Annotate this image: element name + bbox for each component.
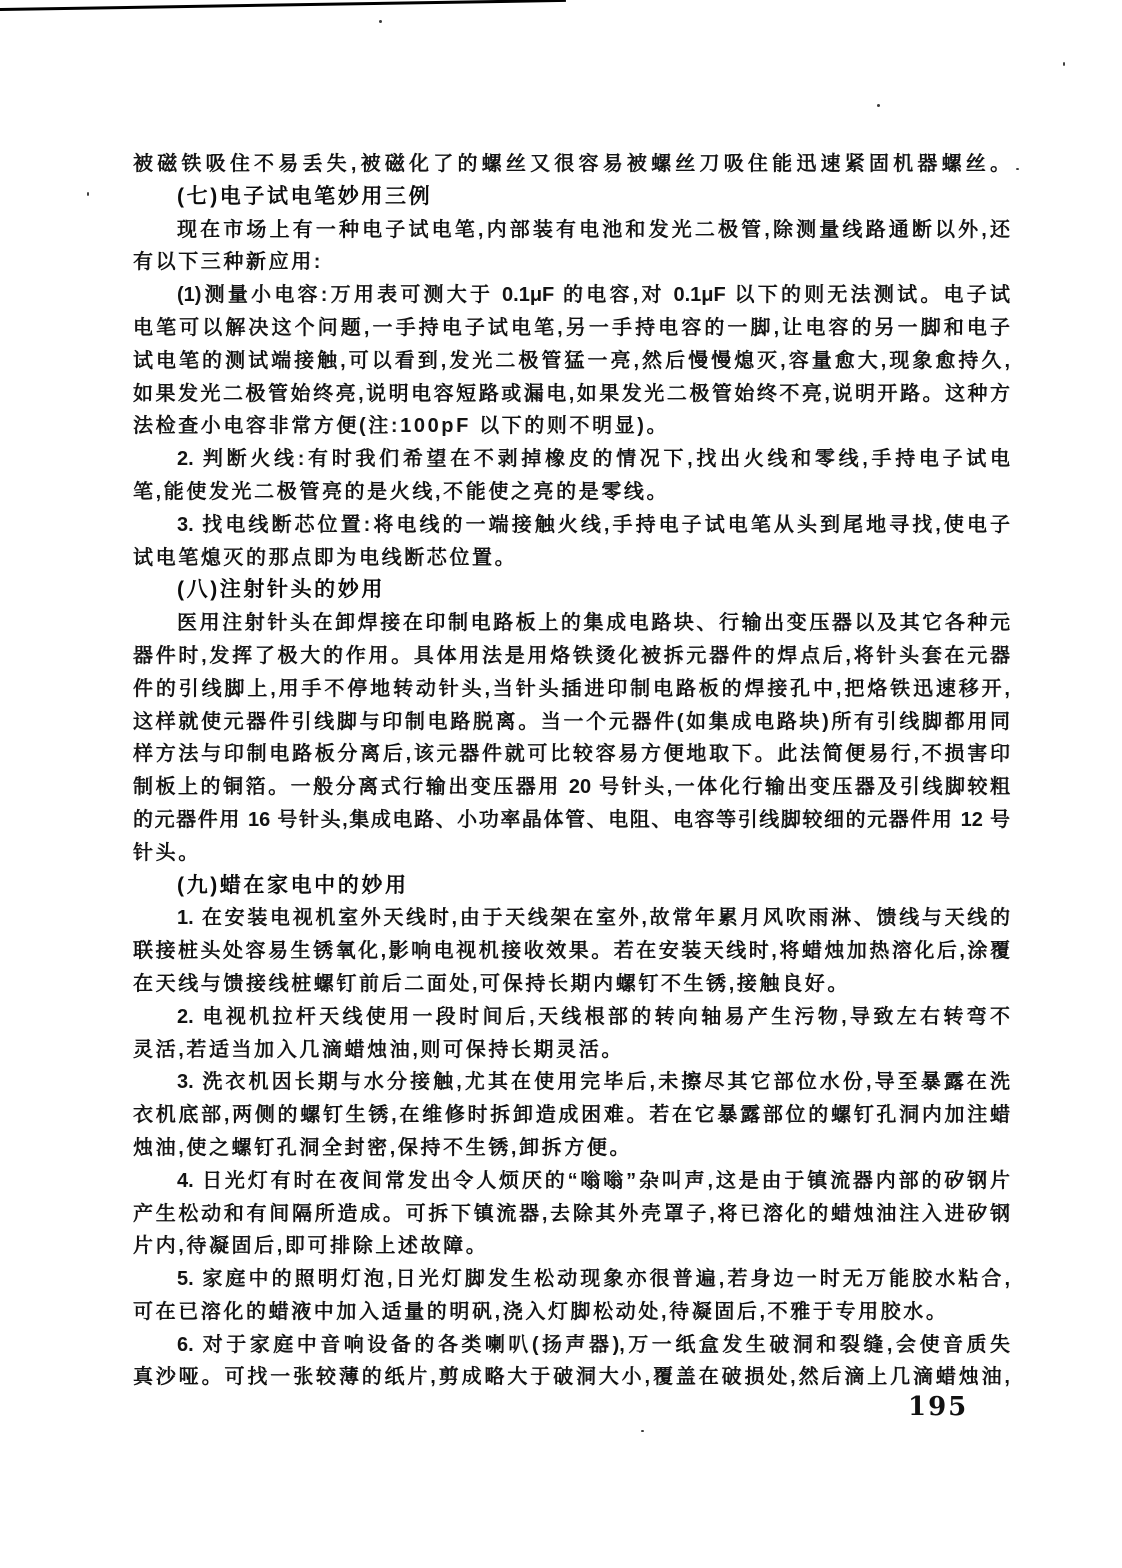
page-number: 195 bbox=[908, 1392, 969, 1422]
text-line: 样方法与印制电路板分离后,该元器件就可比较容易方便地取下。此法简便易行,不损害印 bbox=[133, 743, 1010, 766]
text-line: 3. 找电线断芯位置:将电线的一端接触火线,手持电子试电笔从头到尾地寻找,使电子 bbox=[177, 513, 1010, 536]
text-line: 这样就使元器件引线脚与印制电路脱离。当一个元器件(如集成电路块)所有引线脚都用同 bbox=[133, 710, 1010, 733]
text-line: 可在已溶化的蜡液中加入适量的明矾,浇入灯脚松动处,待凝固后,不雅于专用胶水。 bbox=[133, 1300, 949, 1323]
text-line: (1)测量小电容:万用表可测大于 0.1μF 的电容,对 0.1μF 以下的则无法测试。电子试 bbox=[177, 284, 1010, 307]
text-line: 如果发光二极管始终亮,说明电容短路或漏电,如果发光二极管始终不亮,说明开路。这种方 bbox=[133, 382, 1010, 405]
text-line: 5. 家庭中的照明灯泡,日光灯脚发生松动现象亦很普遍,若身边一时无万能胶水粘合, bbox=[177, 1268, 1010, 1291]
text-line: 的元器件用 16 号针头,集成电路、小功率晶体管、电阻、电容等引线脚较细的元器件用 12 号 bbox=[133, 808, 1010, 831]
text-line: 在天线与馈接线桩螺钉前后二面处,可保持长期内螺钉不生锈,接触良好。 bbox=[133, 972, 850, 995]
text-line: 法检查小电容非常方便(注:100pF 以下的则不明显)。 bbox=[133, 415, 670, 438]
text-line: 2. 判断火线:有时我们希望在不剥掉橡皮的情况下,找出火线和零线,手持电子试电 bbox=[177, 448, 1010, 471]
scan-speck bbox=[87, 192, 89, 196]
scan-speck bbox=[379, 20, 382, 23]
text-line: 衣机底部,两侧的螺钉生锈,在维修时拆卸造成困难。若在它暴露部位的螺钉孔洞内加注蜡 bbox=[133, 1104, 1010, 1127]
text-line: 灵活,若适当加入几滴蜡烛油,则可保持长期灵活。 bbox=[133, 1038, 624, 1061]
text-line: 2. 电视机拉杆天线使用一段时间后,天线根部的转向轴易产生污物,导致左右转弯不 bbox=[177, 1005, 1010, 1028]
text-line: 电笔可以解决这个问题,一手持电子试电笔,另一手持电容的一脚,让电容的另一脚和电子 bbox=[133, 316, 1010, 339]
text-line: 真沙哑。可找一张较薄的纸片,剪成略大于破洞大小,覆盖在破损处,然后滴上几滴蜡烛油, bbox=[133, 1366, 1010, 1389]
scan-artifact-line bbox=[0, 0, 566, 11]
text-line: 产生松动和有间隔所造成。可拆下镇流器,去除其外壳罩子,将已溶化的蜡烛油注入进矽钢 bbox=[133, 1202, 1010, 1225]
text-content bbox=[133, 148, 1010, 1394]
text-line: 针头。 bbox=[133, 841, 201, 864]
text-line: 被磁铁吸住不易丢失,被磁化了的螺丝又很容易被螺丝刀吸住能迅速紧固机器螺丝。 bbox=[133, 153, 1010, 175]
text-line: 件的引线脚上,用手不停地转动针头,当针头插进印制电路板的焊接孔中,把烙铁迅速移开, bbox=[133, 677, 1010, 700]
text-line: 6. 对于家庭中音响设备的各类喇叭(扬声器),万一纸盒发生破洞和裂缝,会使音质失 bbox=[177, 1333, 1010, 1356]
text-line: 试电笔熄灭的那点即为电线断芯位置。 bbox=[133, 546, 518, 569]
section-heading: (九)蜡在家电中的妙用 bbox=[177, 873, 409, 897]
scan-speck bbox=[1063, 62, 1065, 66]
text-line: 试电笔的测试端接触,可以看到,发光二极管猛一亮,然后慢慢熄灭,容量愈大,现象愈持久, bbox=[133, 349, 1010, 372]
text-line: 片内,待凝固后,即可排除上述故障。 bbox=[133, 1235, 489, 1258]
section-heading: (八)注射针头的妙用 bbox=[177, 578, 385, 602]
text-line: 医用注射针头在卸焊接在印制电路板上的集成电路块、行输出变压器以及其它各种元 bbox=[177, 612, 1010, 635]
scan-speck bbox=[877, 104, 880, 107]
text-line: 烛油,使之螺钉孔洞全封密,保持不生锈,卸拆方便。 bbox=[133, 1136, 633, 1159]
scan-speck bbox=[1016, 168, 1019, 170]
text-line: 制板上的铜箔。一般分离式行输出变压器用 20 号针头,一体化行输出变压器及引线脚较粗 bbox=[133, 776, 1010, 799]
section-heading: (七)电子试电笔妙用三例 bbox=[177, 184, 433, 208]
text-line: 笔,能使发光二极管亮的是火线,不能使之亮的是零线。 bbox=[133, 480, 670, 503]
text-line: 联接桩头处容易生锈氧化,影响电视机接收效果。若在安装天线时,将蜡烛加热溶化后,涂覆 bbox=[133, 940, 1010, 963]
text-line: 1. 在安装电视机室外天线时,由于天线架在室外,故常年累月风吹雨淋、馈线与天线的 bbox=[177, 907, 1010, 930]
scan-speck bbox=[641, 1430, 644, 1432]
text-line: 器件时,发挥了极大的作用。具体用法是用烙铁烫化被拆元器件的焊点后,将针头套在元器 bbox=[133, 644, 1010, 667]
text-line: 3. 洗衣机因长期与水分接触,尤其在使用完毕后,未擦尽其它部位水份,导至暴露在洗 bbox=[177, 1071, 1010, 1094]
text-line: 现在市场上有一种电子试电笔,内部装有电池和发光二极管,除测量线路通断以外,还 bbox=[177, 218, 1010, 241]
text-line: 有以下三种新应用: bbox=[133, 251, 324, 274]
text-line: 4. 日光灯有时在夜间常发出令人烦厌的“嗡嗡”杂叫声,这是由于镇流器内部的矽钢片 bbox=[177, 1169, 1010, 1192]
